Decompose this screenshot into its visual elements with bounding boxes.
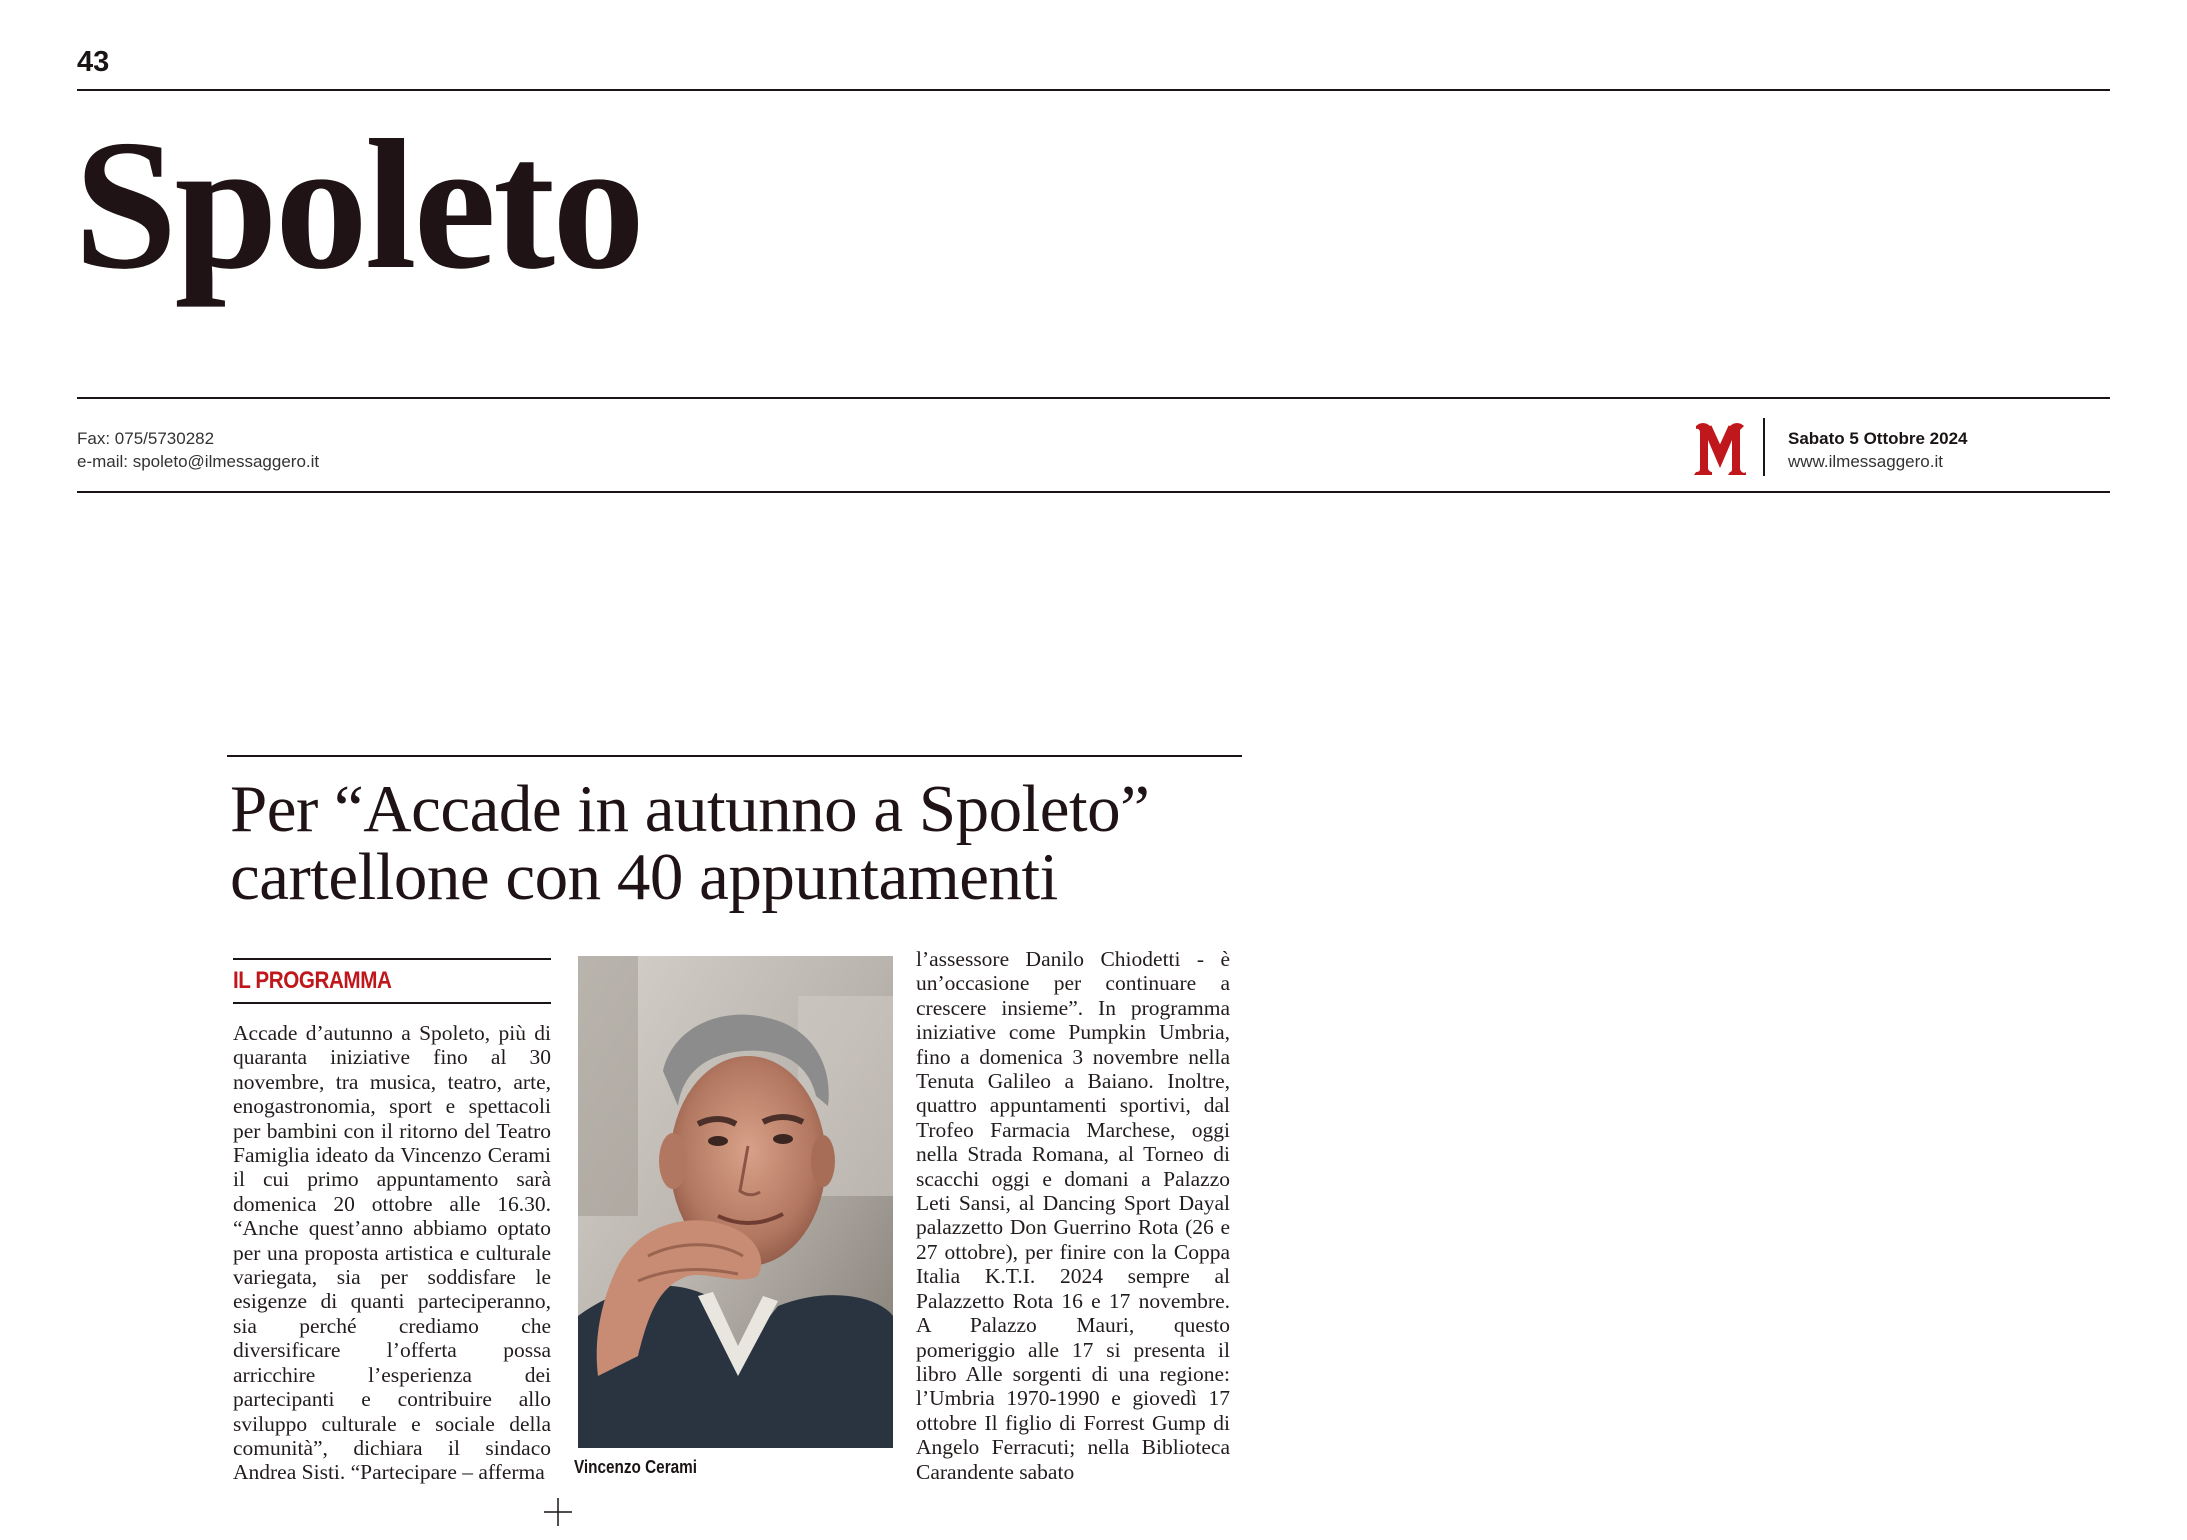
masthead-bottom-rule [77,491,2110,493]
headline-line-1: Per “Accade in autunno a Spoleto” [230,772,1150,846]
page-number: 43 [77,46,110,78]
article-column-right: l’assessore Danilo Chiodetti - è un’occasione per continuare a crescere insieme”. In programma iniziative come Pumpkin Umbria, fino a domenica 3 novembre nella Tenuta Galileo a Baiano. Inoltre, quattro appuntamenti sportivi, dal Trofeo Farmacia Marchese, oggi nella Strada Romana, al Torneo di scacchi oggi e domani a Palazzo Leti Sansi, al Dancing Sport Dayal palazzetto Don Guerrino Rota (26 e 27 ottobre), per finire con la Coppa Italia K.T.I. 2024 sempre al Palazzetto Rota 16 e 17 novembre. A Palazzo Mauri, questo pomeriggio alle 17 si presenta il libro Alle sorgenti di una regione: l’Umbria 1970-1990 e giovedì 17 ottobre Il figlio di Forrest Gump di Angelo Ferracuti; nella Biblioteca Carandente sabato [916,947,1230,1484]
article-top-rule [227,755,1242,757]
kicker-bottom-rule [233,1002,551,1004]
contact-info [77,427,319,473]
edition-info [1788,427,1968,473]
section-title: Spoleto [74,102,643,308]
fax-number: Fax: 075/5730282 [77,429,215,448]
headline-line-2: cartellone con 40 appuntamenti [230,840,1058,914]
website-url: www.ilmessaggero.it [1788,452,1943,471]
top-rule [77,89,2110,91]
crosshair-icon [542,1496,574,1528]
article-column-left: Accade d’autunno a Spoleto, più di quaranta iniziative fino al 30 novembre, tra musica, teatro, arte, enogastronomia, sport e spettacoli per bambini con il ritorno del Teatro Famiglia ideato da Vincenzo Cerami il cui primo appuntamento sarà domenica 20 ottobre alle 16.30. “Anche quest’anno abbiamo optato per una proposta artistica e culturale variegata, sia per soddisfare le esigenze di quanti parteciperanno, sia perché crediamo che diversificare l’offerta possa arricchire l’esperienza dei partecipanti e contribuire allo sviluppo culturale e sociale della comunità”, dichiara il sindaco Andrea Sisti. “Partecipare – afferma [233,1021,551,1485]
masthead-top-rule [77,397,2110,399]
article-kicker: IL PROGRAMMA [233,967,392,994]
masthead-divider [1763,418,1765,476]
portrait-photo [578,956,893,1448]
kicker-top-rule [233,958,551,960]
edition-date: Sabato 5 Ottobre 2024 [1788,429,1968,448]
newspaper-logo-icon [1690,418,1750,478]
article-headline [230,772,1250,914]
photo-caption: Vincenzo Cerami [574,1457,698,1477]
email-address: e-mail: spoleto@ilmessaggero.it [77,452,320,471]
